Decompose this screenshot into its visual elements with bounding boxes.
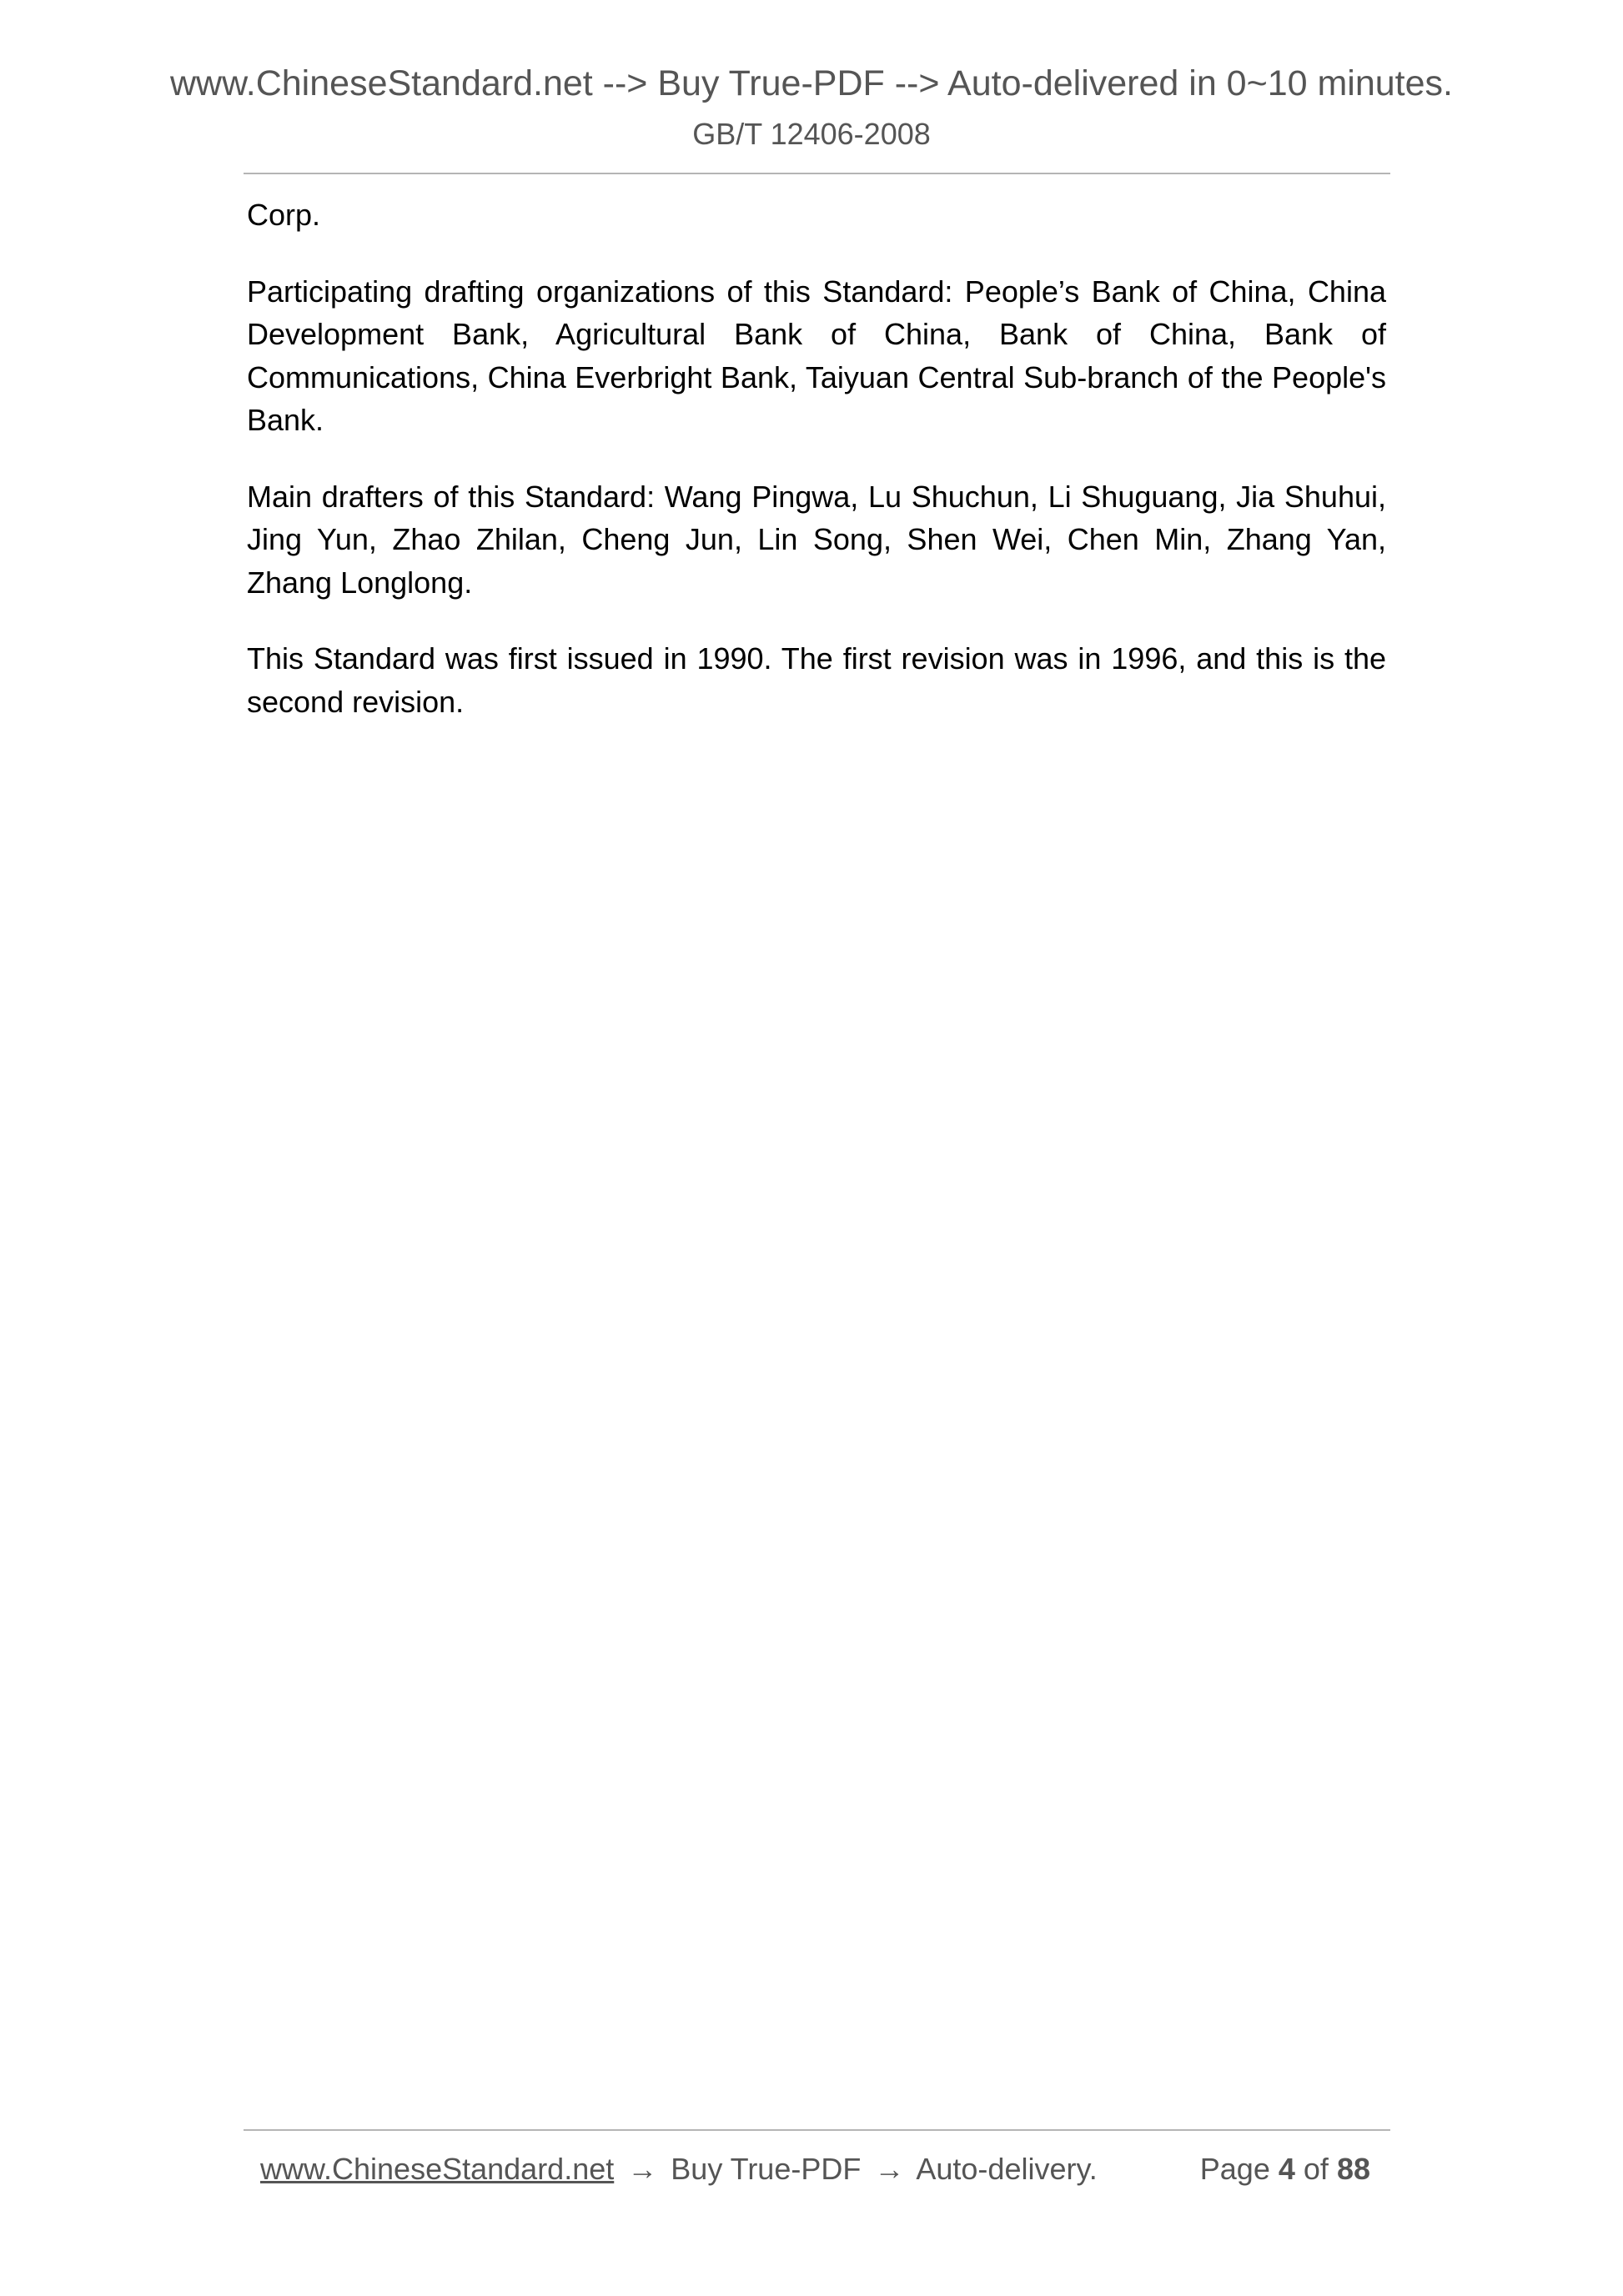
document-body: [247, 193, 1386, 756]
site-link[interactable]: www.ChineseStandard.net: [260, 2152, 615, 2186]
footer-promo: [260, 2152, 1098, 2187]
paragraph-revision-history: This Standard was first issued in 1990. The first revision was in 1996, and this is the second revision.: [247, 641, 1386, 719]
footer-divider: [244, 2129, 1390, 2131]
page-word: Page: [1199, 2152, 1270, 2186]
arrow-right-icon: →: [874, 2152, 905, 2186]
header-banner: www.ChineseStandard.net --> Buy True-PDF --> Auto-delivered in 0~10 minutes.: [169, 63, 1453, 103]
buy-text: Buy True-PDF: [671, 2152, 862, 2186]
page-current: 4: [1278, 2152, 1295, 2186]
paragraph-main-drafters: Main drafters of this Standard: Wang Pingwa, Lu Shuchun, Li Shuguang, Jia Shuhui, Jing Yun, Zhao Zhilan, Cheng Jun, Lin Song, Shen Wei, Chen Min, Zhang Yan, Zhang Longlong.: [247, 479, 1386, 600]
of-word: of: [1303, 2152, 1329, 2186]
paragraph-corp: Corp.: [247, 198, 321, 232]
header-divider: [244, 173, 1390, 174]
arrow-right-icon: →: [627, 2152, 658, 2186]
standard-code: GB/T 12406-2008: [692, 117, 931, 151]
delivery-text: Auto-delivery.: [916, 2152, 1098, 2186]
page-total: 88: [1336, 2152, 1370, 2186]
page-number: [1200, 2152, 1370, 2187]
paragraph-participating-organizations: Participating drafting organizations of this Standard: People’s Bank of China, China Development Bank, Agricultural Bank of China, Bank of China, Bank of Communications, China Everbright Bank, Taiyuan Central Sub-branch of the People's Bank.: [247, 274, 1386, 437]
